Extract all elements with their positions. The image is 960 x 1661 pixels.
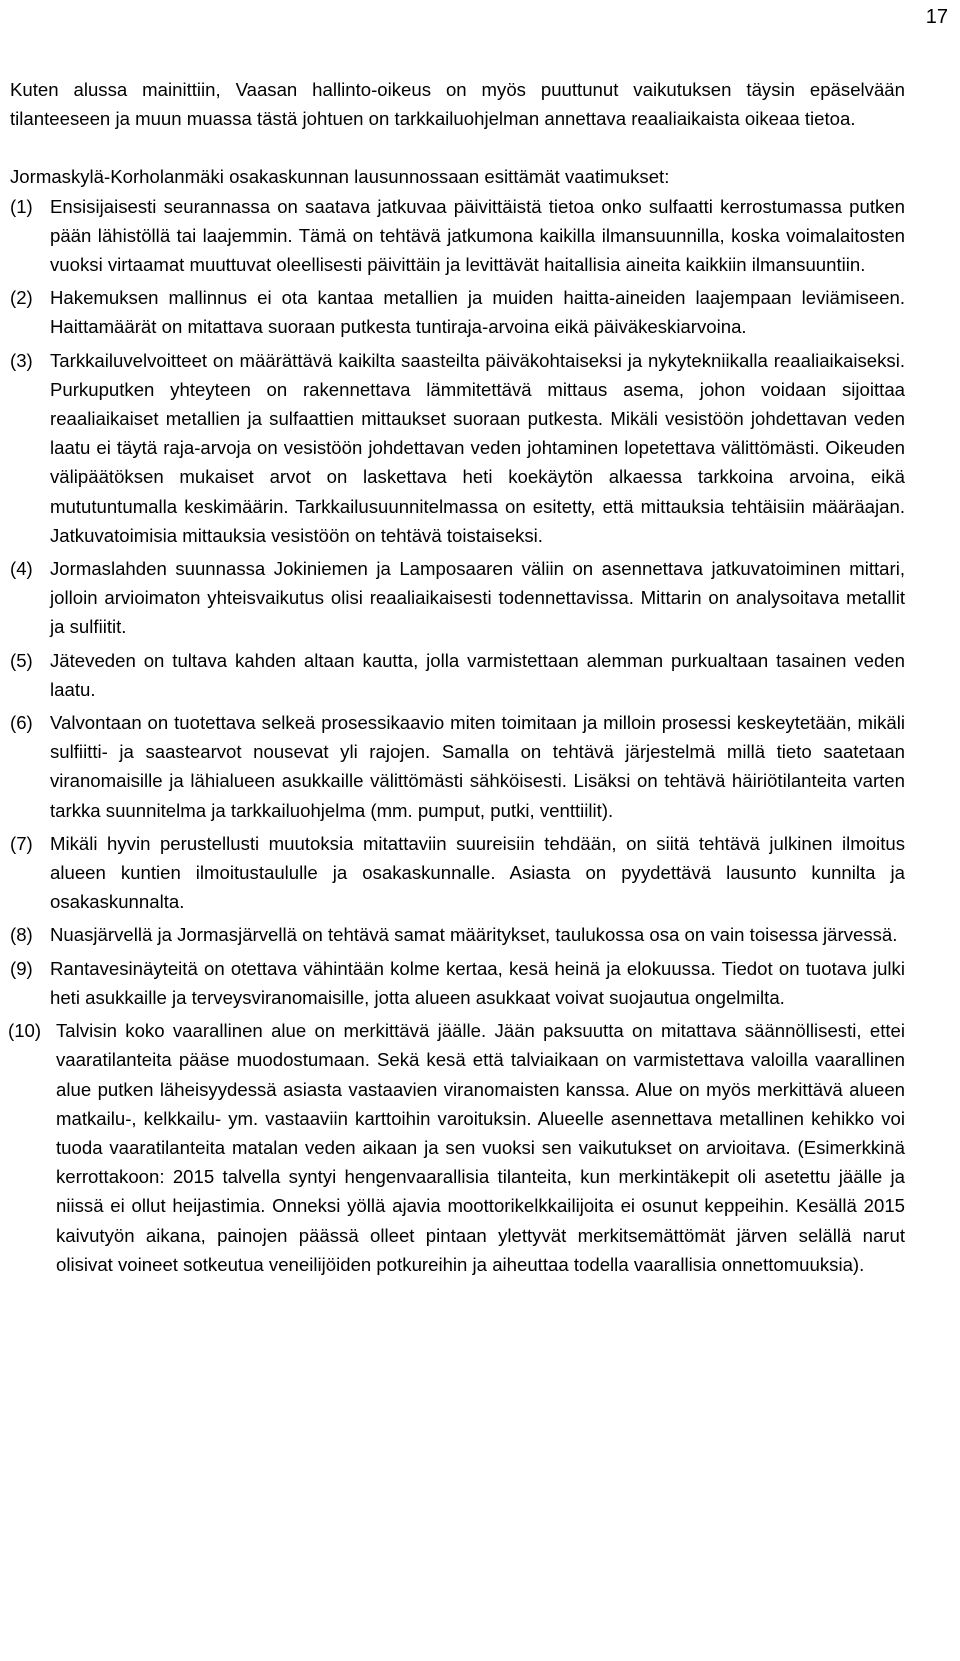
requirement-number: (9) <box>10 957 33 979</box>
requirement-text: Tarkkailuvelvoitteet on määrättävä kaikilta saasteilta päiväkohtaiseksi ja nykytekniikalla reaaliaikaiseksi. Purkuputken yhteyteen on rakennettava lämmitettävä mittaus asema, johon voidaan sijoittaa reaaliaikaiset metallien ja sulfaattien mittaukset suoraan putkesta. Mikäli vesistöön johdettavan veden laatu ei täytä raja-arvoja on vesistöön johdettavan veden johtaminen lopetettava välittömästi. Oikeuden välipäätöksen mukaiset arvot on laskettava heti koekäytön alkaessa tarkkoina arvoina, eikä mututuntumalla keskimäärin. Tarkkailusuunnitelmassa on esitetty, että mittauksia tehtäisiin määräajan. Jatkuvatoimisia mittauksia vesistöön on tehtävä toistaiseksi. <box>50 349 905 546</box>
requirement-text: Mikäli hyvin perustellusti muutoksia mitattaviin suureisiin tehdään, on siitä tehtävä julkinen ilmoitus alueen kuntien ilmoitustaululle ja osakaskunnalle. Asiasta on pyydettävä lausunto kunnilta ja osakaskunnalta. <box>50 832 905 913</box>
requirement-item <box>10 1016 905 1279</box>
requirement-number: (5) <box>10 649 33 671</box>
requirement-number: (1) <box>10 195 33 217</box>
intro-paragraph: Kuten alussa mainittiin, Vaasan hallinto-oikeus on myös puuttunut vaikutuksen täysin epäselvään tilanteeseen ja muun muassa tästä johtuen on tarkkailuohjelman annettava reaaliaikaista oikeaa tietoa. <box>10 79 905 130</box>
paragraph-spacer <box>10 133 905 162</box>
requirement-number: (7) <box>10 832 33 854</box>
requirement-text: Hakemuksen mallinnus ei ota kantaa metallien ja muiden haitta-aineiden laajempaan leviämiseen. Haittamäärät on mitattava suoraan putkesta tuntiraja-arvoina eikä päiväkeskiarvoina. <box>50 287 905 338</box>
requirement-text: Valvontaan on tuotettava selkeä prosessikaavio miten toimitaan ja milloin prosessi keskeytetään, mikäli sulfiitti- ja saastearvot nousevat yli rajojen. Samalla on tehtävä järjestelmä millä tieto saatetaan viranomaisille ja lähialueen asukkaille välittömästi sähköisesti. Lisäksi on tehtävä häiriötilanteita varten tarkka suunnitelma ja tarkkailuohjelma (mm. pumput, putki, venttiilit). <box>50 712 905 821</box>
requirement-number: (8) <box>10 924 33 946</box>
requirement-item <box>10 346 905 550</box>
requirement-text: Nuasjärvellä ja Jormasjärvellä on tehtävä samat määritykset, taulukossa osa on vain toisessa järvessä. <box>50 924 898 946</box>
requirements-lead: Jormaskylä-Korholanmäki osakaskunnan lausunnossaan esittämät vaatimukset: <box>10 166 670 188</box>
requirement-item <box>10 708 905 825</box>
requirement-item <box>10 829 905 917</box>
requirement-number: (4) <box>10 558 33 580</box>
requirement-item <box>10 920 905 949</box>
requirement-item <box>10 192 905 280</box>
document-body <box>10 75 905 1283</box>
requirement-number: (3) <box>10 349 33 371</box>
requirement-text: Jäteveden on tultava kahden altaan kautta, jolla varmistettaan alemman purkualtaan tasainen veden laatu. <box>50 649 905 700</box>
requirement-text: Talvisin koko vaarallinen alue on merkittävä jäälle. Jään paksuutta on mitattava säännöllisesti, ettei vaaratilanteita pääse muodostumaan. Sekä kesä että talviaikaan on varmistettava valoilla vaarallinen alue putken läheisyydessä asiasta vastaavien viranomaisten kanssa. Alue on myös merkittävä alueen matkailu-, kelkkailu- ym. vastaaviin karttoihin varoituksin. Alueelle asennettava metallinen kehikko voi tuoda vaaratilanteita matalan veden aikaan ja sen vuoksi sen vaikutukset on arvioitava. (Esimerkkinä kerrottakoon: 2015 talvella syntyi hengenvaarallisia tilanteita, kun merkintäkepit oli asetettu jäälle ja niissä ei ollut heijastimia. Onneksi yöllä ajavia moottorikelkkailijoita ei osunut keppeihin. Kesällä 2015 kaivutyön aikana, painojen päässä olleet pintaan ylettyvät merkitsemättömät järven selällä narut olisivat voineet sotkeutua veneilijöiden potkureihin ja aiheuttaa todella vaarallisia onnettomuuksia). <box>56 1020 905 1275</box>
requirement-item <box>10 283 905 341</box>
requirement-text: Jormaslahden suunnassa Jokiniemen ja Lamposaaren väliin on asennettava jatkuvatoiminen mittari, jolloin arvioimaton yhteisvaikutus olisi reaaliaikaisesti todennettavissa. Mittarin on analysoitava metallit ja sulfiitit. <box>50 558 905 638</box>
requirement-item <box>10 646 905 704</box>
page-number: 17 <box>925 6 948 28</box>
requirement-text: Ensisijaisesti seurannassa on saatava jatkuvaa päivittäistä tietoa onko sulfaatti kerrostumassa putken pään lähistöllä tai laajemmin. Tämä on tehtävä jatkumona kaikilla ilmansuunnilla, koska voimalaitosten vuoksi virtaamat muuttuvat oleellisesti päivittäin ja levittävät haitallisia aineita kaikkiin ilmansuuntiin. <box>50 195 905 276</box>
requirement-number: (10) <box>8 1020 42 1042</box>
requirements-list <box>10 192 905 1279</box>
requirement-number: (2) <box>10 287 33 309</box>
requirement-number: (6) <box>10 712 33 734</box>
requirement-text: Rantavesinäyteitä on otettava vähintään kolme kertaa, kesä heinä ja elokuussa. Tiedot on tuotava julki heti asukkaille ja terveysviranomaisille, jotta alueen asukkaat voivat suojautua ongelmilta. <box>50 957 905 1008</box>
requirement-item <box>10 554 905 642</box>
requirement-item <box>10 954 905 1012</box>
